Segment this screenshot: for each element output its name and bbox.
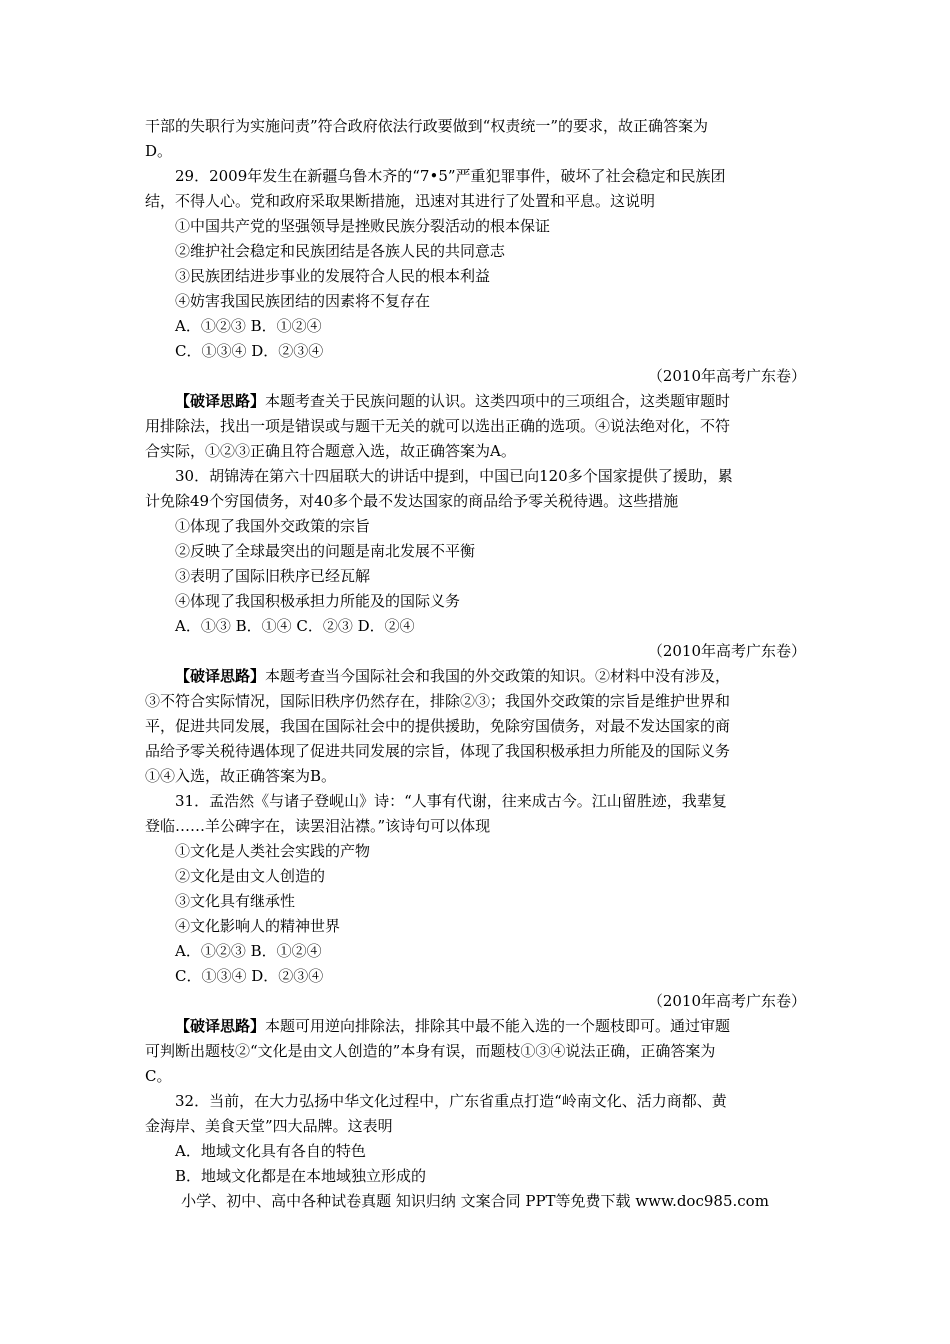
- text-line: [145, 614, 810, 639]
- text-line: [145, 664, 810, 689]
- line-text: ①中国共产党的坚强领导是挫败民族分裂活动的根本保证: [175, 217, 551, 235]
- text-line: [145, 364, 810, 389]
- text-line: [145, 1164, 810, 1189]
- line-text: ③民族团结进步事业的发展符合人民的根本利益: [175, 267, 491, 285]
- text-line: [145, 339, 810, 364]
- line-text: A．①②③ B．①②④: [175, 317, 322, 335]
- text-line: [145, 539, 810, 564]
- line-text: 平，促进共同发展，我国在国际社会中的提供援助，免除穷国债务，对最不发达国家的商: [145, 717, 731, 735]
- text-line: [145, 514, 810, 539]
- line-text: （2010年高考广东卷）: [647, 642, 806, 660]
- line-text: ④体现了我国积极承担力所能及的国际义务: [175, 592, 461, 610]
- text-line: [145, 114, 810, 139]
- text-line: [145, 489, 810, 514]
- text-line: [145, 1114, 810, 1139]
- text-line: [145, 939, 810, 964]
- line-text: B．地域文化都是在本地域独立形成的: [175, 1167, 427, 1185]
- text-line: [145, 314, 810, 339]
- line-text: ②反映了全球最突出的问题是南北发展不平衡: [175, 542, 476, 560]
- line-text: A．地域文化具有各自的特色: [175, 1142, 366, 1160]
- text-line: [145, 964, 810, 989]
- line-text: 可判断出题枝②“文化是由文人创造的”本身有误，而题枝①③④说法正确，正确答案为: [145, 1042, 716, 1060]
- text-line: [145, 989, 810, 1014]
- text-line: [145, 164, 810, 189]
- text-line: [145, 139, 810, 164]
- line-text: ④文化影响人的精神世界: [175, 917, 341, 935]
- text-line: [145, 189, 810, 214]
- text-line: [145, 564, 810, 589]
- document-body: [145, 114, 810, 1189]
- line-text: ③文化具有继承性: [175, 892, 296, 910]
- text-line: [145, 214, 810, 239]
- text-line: [145, 1139, 810, 1164]
- line-text: ③不符合实际情况，国际旧秩序仍然存在，排除②③；我国外交政策的宗旨是维护世界和: [145, 692, 731, 710]
- line-text: ④妨害我国民族团结的因素将不复存在: [175, 292, 431, 310]
- text-line: [145, 814, 810, 839]
- text-line: [145, 1014, 810, 1039]
- text-line: [145, 789, 810, 814]
- line-text: C。: [145, 1067, 172, 1085]
- analysis-label: 【破译思路】: [175, 1017, 266, 1035]
- line-text: A．①②③ B．①②④: [175, 942, 322, 960]
- analysis-label: 【破译思路】: [175, 392, 266, 410]
- line-text: ①④入选，故正确答案为B。: [145, 767, 337, 785]
- text-line: [145, 439, 810, 464]
- line-text: C．①③④ D．②③④: [175, 967, 324, 985]
- text-line: [145, 714, 810, 739]
- text-line: [145, 764, 810, 789]
- line-text: 31．孟浩然《与诸子登岘山》诗：“人事有代谢，往来成古今。江山留胜迹，我辈复: [175, 792, 727, 810]
- line-text: ②文化是由文人创造的: [175, 867, 326, 885]
- line-text: ③表明了国际旧秩序已经瓦解: [175, 567, 371, 585]
- line-text: 计免除49个穷国债务，对40多个最不发达国家的商品给予零关税待遇。这些措施: [145, 492, 679, 510]
- text-line: [145, 889, 810, 914]
- text-line: [145, 914, 810, 939]
- text-line: [145, 464, 810, 489]
- analysis-label: 【破译思路】: [175, 667, 266, 685]
- line-text: C．①③④ D．②③④: [175, 342, 324, 360]
- line-text: D。: [145, 142, 173, 160]
- text-line: [145, 739, 810, 764]
- text-line: [145, 839, 810, 864]
- line-text: 结，不得人心。党和政府采取果断措施，迅速对其进行了处置和平息。这说明: [145, 192, 656, 210]
- line-text: 登临……羊公碑字在，读罢泪沾襟。”该诗句可以体现: [145, 817, 491, 835]
- text-line: [145, 1064, 810, 1089]
- text-line: [145, 689, 810, 714]
- page-footer: 小学、初中、高中各种试卷真题 知识归纳 文案合同 PPT等免费下载 www.doc985.com: [181, 1192, 769, 1210]
- line-text: 29．2009年发生在新疆乌鲁木齐的“7•5”严重犯罪事件，破坏了社会稳定和民族团: [175, 167, 726, 185]
- line-text: 品给予零关税待遇体现了促进共同发展的宗旨，体现了我国积极承担力所能及的国际义务: [145, 742, 731, 760]
- text-line: [145, 589, 810, 614]
- text-line: [145, 1089, 810, 1114]
- text-line: [145, 639, 810, 664]
- line-text: 本题考查当今国际社会和我国的外交政策的知识。②材料中没有涉及，: [265, 667, 731, 685]
- line-text: 金海岸、美食天堂”四大品牌。这表明: [145, 1117, 393, 1135]
- text-line: [145, 864, 810, 889]
- line-text: 本题可用逆向排除法，排除其中最不能入选的一个题枝即可。通过审题: [265, 1017, 731, 1035]
- line-text: 32．当前，在大力弘扬中华文化过程中，广东省重点打造“岭南文化、活力商都、黄: [175, 1092, 727, 1110]
- text-line: [145, 389, 810, 414]
- text-line: [145, 414, 810, 439]
- text-line: [145, 239, 810, 264]
- text-line: [145, 1039, 810, 1064]
- text-line: [145, 289, 810, 314]
- line-text: 干部的失职行为实施问责”符合政府依法行政要做到“权责统一”的要求，故正确答案为: [145, 117, 709, 135]
- line-text: （2010年高考广东卷）: [647, 992, 806, 1010]
- line-text: 用排除法，找出一项是错误或与题干无关的就可以选出正确的选项。④说法绝对化，不符: [145, 417, 731, 435]
- line-text: ①体现了我国外交政策的宗旨: [175, 517, 371, 535]
- line-text: 本题考查关于民族问题的认识。这类四项中的三项组合，这类题审题时: [265, 392, 731, 410]
- line-text: A．①③ B．①④ C．②③ D．②④: [175, 617, 415, 635]
- line-text: （2010年高考广东卷）: [647, 367, 806, 385]
- line-text: 30．胡锦涛在第六十四届联大的讲话中提到，中国已向120多个国家提供了援助，累: [175, 467, 733, 485]
- line-text: 合实际，①②③正确且符合题意入选，故正确答案为A。: [145, 442, 516, 460]
- text-line: [145, 264, 810, 289]
- line-text: ①文化是人类社会实践的产物: [175, 842, 371, 860]
- line-text: ②维护社会稳定和民族团结是各族人民的共同意志: [175, 242, 506, 260]
